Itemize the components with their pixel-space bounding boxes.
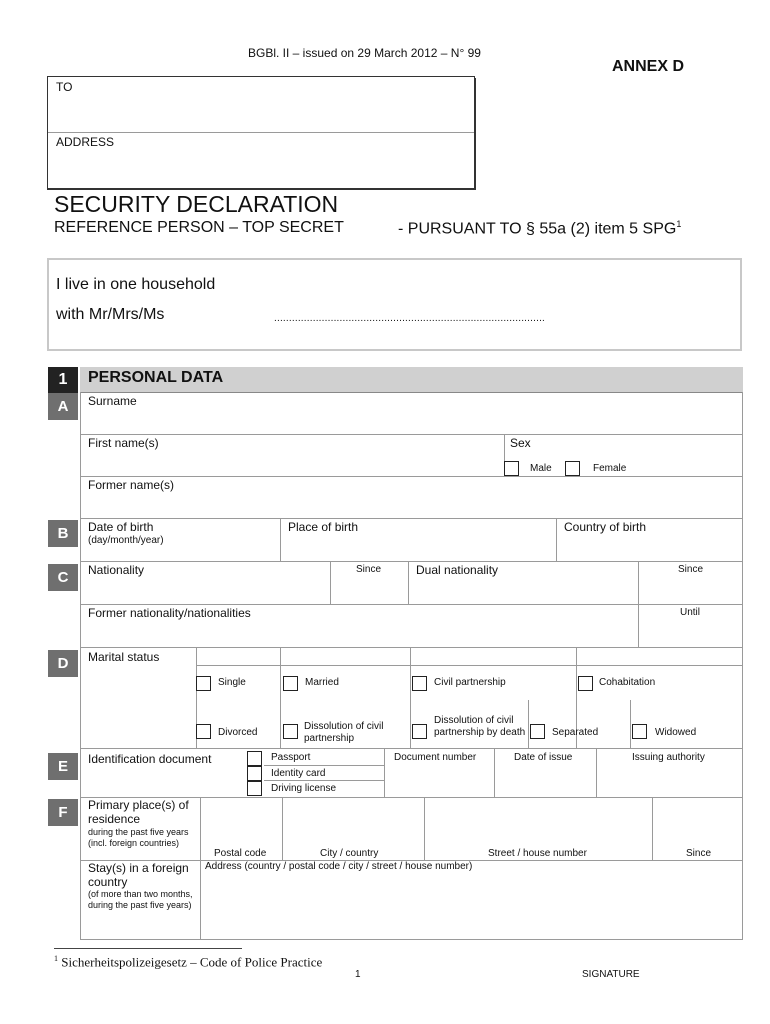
footnote: $^1$ Sicherheitspolizeigesetz – Code of Police Practice [54, 954, 323, 970]
former-nationality-field[interactable] [86, 622, 634, 644]
annex-label: ANNEX D [612, 58, 685, 75]
married-checkbox[interactable] [283, 676, 298, 691]
primary-residence-note: during the past five years (incl. foreign countries) [88, 827, 189, 848]
widowed-label: Widowed [655, 727, 697, 738]
nationality-label: Nationality [88, 563, 145, 577]
dob-field[interactable] [170, 535, 276, 557]
household-line2: with Mr/Mrs/Ms [56, 306, 165, 323]
cohabitation-checkbox[interactable] [578, 676, 593, 691]
issuing-authority-label: Issuing authority [632, 752, 705, 763]
foreign-stay-note: (of more than two months, during the past five years) [88, 889, 193, 910]
dob-label: Date of birth [88, 520, 154, 534]
sex-label: Sex [510, 436, 531, 450]
place-of-birth-field[interactable] [286, 537, 552, 557]
residence-since-label: Since [686, 848, 712, 859]
section-d-tag: D [48, 650, 78, 677]
city-country-label: City / country [320, 848, 379, 859]
dob-format: (day/month/year) [88, 535, 164, 546]
dissolution-death-checkbox[interactable] [412, 724, 427, 739]
household-name-field[interactable]: ........................................................................................... [274, 313, 546, 324]
civil-partnership-checkbox[interactable] [412, 676, 427, 691]
cohabitation-label: Cohabitation [599, 677, 656, 688]
section-a-tag: A [48, 393, 78, 420]
until-field[interactable] [642, 622, 738, 644]
dual-nationality-label: Dual nationality [416, 563, 499, 577]
nationality-since-field[interactable] [334, 580, 404, 600]
dissolution-label: Dissolution of civil partnership [304, 721, 384, 744]
former-nationality-label: Former nationality/nationalities [88, 606, 251, 620]
first-names-field[interactable] [170, 437, 500, 473]
until-label: Until [680, 607, 701, 618]
civil-partnership-label: Civil partnership [434, 677, 506, 688]
id-document-label: Identification document [88, 752, 212, 766]
to-field[interactable] [90, 80, 470, 128]
separated-label: Separated [552, 727, 599, 738]
dissolution-checkbox[interactable] [283, 724, 298, 739]
driving-license-checkbox[interactable] [247, 781, 262, 796]
section-1-title: PERSONAL DATA [88, 369, 224, 386]
document-number-label: Document number [394, 752, 477, 763]
dual-since-field[interactable] [642, 580, 738, 600]
identity-card-checkbox[interactable] [247, 766, 262, 781]
separated-checkbox[interactable] [530, 724, 545, 739]
female-label: Female [593, 463, 627, 474]
female-checkbox[interactable] [565, 461, 580, 476]
place-of-birth-label: Place of birth [288, 520, 359, 534]
foreign-stay-label: Stay(s) in a foreign country [88, 861, 189, 889]
single-checkbox[interactable] [196, 676, 211, 691]
form-subtitle-right: - PURSUANT TO § 55a (2) item 5 SPG$^1$ [398, 219, 682, 238]
section-1-number: 1 [48, 367, 78, 393]
male-checkbox[interactable] [504, 461, 519, 476]
form-title: SECURITY DECLARATION [54, 191, 339, 217]
country-of-birth-label: Country of birth [564, 520, 647, 534]
nationality-field[interactable] [86, 580, 326, 600]
street-label: Street / house number [488, 848, 587, 859]
single-label: Single [218, 677, 246, 688]
section-f-tag: F [48, 799, 78, 826]
address-label: ADDRESS [56, 135, 115, 149]
primary-residence-label: Primary place(s) of residence [88, 798, 189, 826]
identity-card-label: Identity card [271, 768, 326, 779]
dual-since-label: Since [678, 564, 704, 575]
nationality-since-label: Since [356, 564, 382, 575]
dissolution-death-label: Dissolution of civil partnership by death [434, 715, 526, 738]
male-label: Male [530, 463, 552, 474]
address-field[interactable] [130, 136, 470, 184]
section-b-tag: B [48, 520, 78, 547]
divorced-checkbox[interactable] [196, 724, 211, 739]
date-of-issue-label: Date of issue [514, 752, 573, 763]
former-names-label: Former name(s) [88, 478, 175, 492]
signature-label: SIGNATURE [582, 969, 640, 980]
issuing-authority-field[interactable] [600, 766, 738, 794]
footnote-marker: 1 [676, 219, 682, 229]
widowed-checkbox[interactable] [632, 724, 647, 739]
to-label: TO [56, 80, 73, 94]
gazette-header: BGBl. II – issued on 29 March 2012 – N° 99 [248, 46, 481, 60]
footnote-number: 1 [54, 954, 58, 963]
postal-code-field[interactable] [204, 800, 278, 844]
section-e-tag: E [48, 753, 78, 780]
household-box [47, 258, 742, 351]
divorced-label: Divorced [218, 727, 258, 738]
residence-since-field[interactable] [656, 800, 738, 844]
section-c-tag: C [48, 564, 78, 591]
surname-label: Surname [88, 394, 137, 408]
foreign-stay-field[interactable] [204, 876, 738, 936]
postal-code-label: Postal code [214, 848, 267, 859]
document-number-field[interactable] [388, 766, 490, 794]
passport-label: Passport [271, 752, 311, 763]
dual-nationality-field[interactable] [414, 580, 634, 600]
marital-status-label: Marital status [88, 650, 160, 664]
surname-field[interactable] [150, 395, 738, 431]
country-of-birth-field[interactable] [562, 537, 738, 557]
first-names-label: First name(s) [88, 436, 159, 450]
married-label: Married [305, 677, 339, 688]
household-line1: I live in one household [56, 276, 216, 293]
driving-license-label: Driving license [271, 783, 337, 794]
form-subtitle-left: REFERENCE PERSON – TOP SECRET [54, 219, 344, 236]
passport-checkbox[interactable] [247, 751, 262, 766]
former-names-field[interactable] [190, 479, 738, 515]
page-number: 1 [355, 969, 361, 980]
city-country-field[interactable] [286, 800, 420, 844]
address-hint: Address (country / postal code / city / street / house number) [205, 861, 473, 872]
date-of-issue-field[interactable] [498, 766, 592, 794]
street-field[interactable] [428, 800, 648, 844]
